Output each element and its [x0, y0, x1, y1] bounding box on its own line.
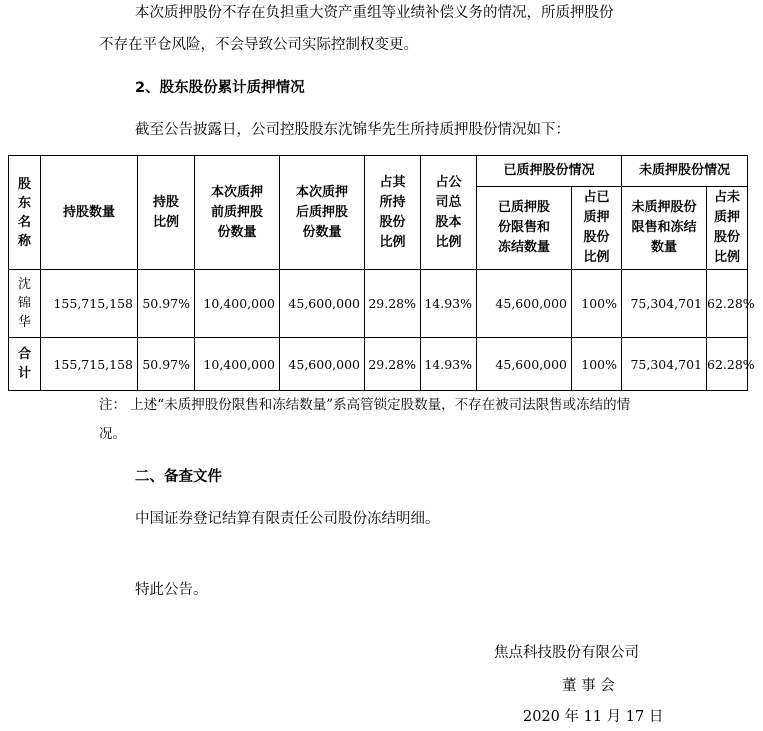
- header-pledged-restricted: 已质押股份限售和冻结数量: [477, 187, 572, 270]
- signature-date: 2020 年 11 月 17 日: [523, 709, 664, 725]
- header-pledged-pct: 占已质押股份比例: [572, 187, 622, 270]
- row-ratio: 50.97%: [138, 270, 195, 338]
- note-line-2: 况。: [99, 426, 126, 442]
- row-pledged-pct: 100%: [572, 270, 622, 338]
- header-holding: 持股数量: [41, 156, 138, 270]
- intro-line-2: 不存在平仓风险，不会导致公司实际控制权变更。: [99, 37, 418, 53]
- row-pledged-restricted: 45,600,000: [477, 338, 572, 391]
- row-unpledged-pct: 62.28%: [707, 270, 748, 338]
- header-pledged-group: 已质押股份情况: [477, 156, 622, 187]
- row-ratio: 50.97%: [138, 338, 195, 391]
- row-holding: 155,715,158: [41, 338, 138, 391]
- closing-text: 特此公告。: [135, 582, 208, 598]
- signature-board: 董 事 会: [562, 678, 615, 694]
- section-3-body: 中国证券登记结算有限责任公司股份冻结明细。: [135, 511, 440, 527]
- signature-company: 焦点科技股份有限公司: [494, 645, 639, 661]
- row-unpledged-restricted: 75,304,701: [622, 270, 707, 338]
- header-before: 本次质押前质押股份数量: [195, 156, 280, 270]
- section-2-title: 2、股东股份累计质押情况: [135, 80, 305, 96]
- header-name: 股东名称: [9, 156, 41, 270]
- row-unpledged-restricted: 75,304,701: [622, 338, 707, 391]
- row-pct-total: 14.93%: [421, 270, 477, 338]
- header-pct-own: 占其所持股份比例: [365, 156, 421, 270]
- note-line-1: 注： 上述“未质押股份限售和冻结数量”系高管锁定股数量，不存在被司法限售或冻结的情: [99, 397, 631, 413]
- intro-line-1: 本次质押股份不存在负担重大资产重组等业绩补偿义务的情况，所质押股份: [135, 5, 614, 21]
- row-pct-total: 14.93%: [421, 338, 477, 391]
- row-pct-own: 29.28%: [365, 270, 421, 338]
- row-unpledged-pct: 62.28%: [707, 338, 748, 391]
- row-pledged-pct: 100%: [572, 338, 622, 391]
- row-after: 45,600,000: [280, 338, 365, 391]
- section-3-title: 二、备查文件: [135, 469, 222, 485]
- table-row: [9, 270, 748, 338]
- row-total-name: 合计: [9, 338, 41, 391]
- section-2-lead: 截至公告披露日，公司控股股东沈锦华先生所持质押股份情况如下：: [135, 122, 570, 138]
- row-before: 10,400,000: [195, 338, 280, 391]
- table-row-total: [9, 338, 748, 391]
- header-unpledged-group: 未质押股份情况: [622, 156, 748, 187]
- row-pledged-restricted: 45,600,000: [477, 270, 572, 338]
- row-pct-own: 29.28%: [365, 338, 421, 391]
- row-holding: 155,715,158: [41, 270, 138, 338]
- header-unpledged-pct: 占未质押股份比例: [707, 187, 748, 270]
- row-after: 45,600,000: [280, 270, 365, 338]
- pledge-table: [8, 155, 755, 391]
- header-after: 本次质押后质押股份数量: [280, 156, 365, 270]
- header-unpledged-restricted: 未质押股份限售和冻结数量: [622, 187, 707, 270]
- header-pct-total: 占公司总股本比例: [421, 156, 477, 270]
- header-ratio: 持股比例: [138, 156, 195, 270]
- row-before: 10,400,000: [195, 270, 280, 338]
- row-name: 沈锦华: [9, 270, 41, 338]
